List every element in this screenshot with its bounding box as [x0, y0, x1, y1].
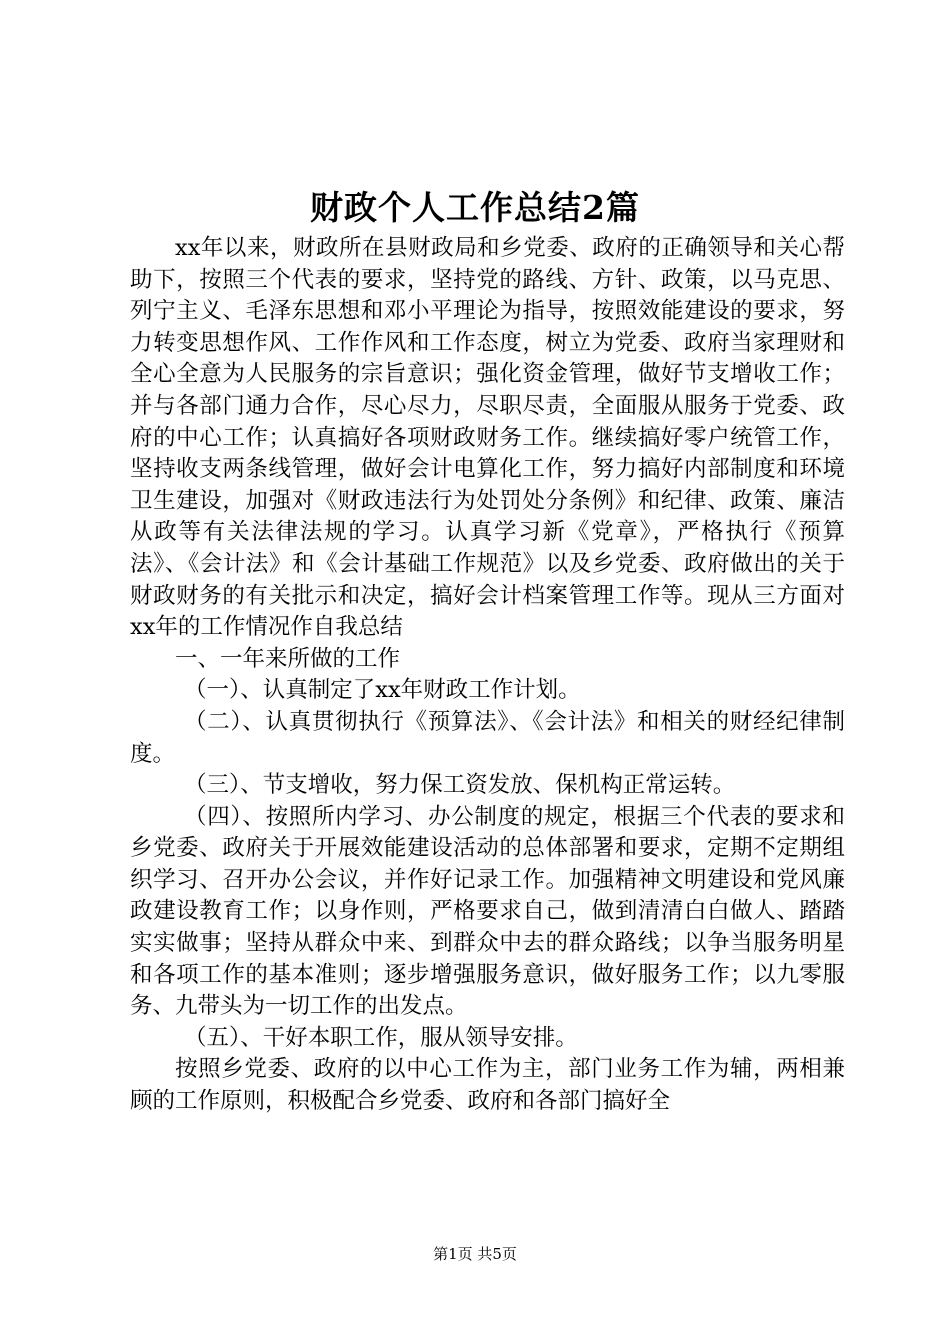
document-title: 财政个人工作总结2篇 [310, 188, 640, 227]
page-footer: 第1页 共5页 [433, 1245, 517, 1263]
item-2: （二）、认真贯彻执行《预算法》、《会计法》和相关的财经纪律制度。 [130, 708, 845, 767]
item-5: （五）、干好本职工作，服从领导安排。 [184, 1024, 578, 1051]
item-4: （四）、按照所内学习、办公制度的规定，根据三个代表的要求和乡党委、政府关于开展效能建设活动的总体部署和要求，定期不定期组织学习、召开办公会议，并作好记录工作。加强精神文明建设和党风廉政建设教育工作；以身作则，严格要求自己，做到清清白白做人、踏踏实实做事；坚持从群众中来、到群众中去的群众路线；以争当服务明星和各项工作的基本准则；逐步增强服务意识，做好服务工作；以九零服务、九带头为一切工作的出发点。 [130, 803, 845, 1020]
paragraph-intro: xx年以来，财政所在县财政局和乡党委、政府的正确领导和关心帮助下，按照三个代表的要求，坚持党的路线、方针、政策，以马克思、列宁主义、毛泽东思想和邓小平理论为指导，按照效能建设的要求，努力转变思想作风、工作作风和工作态度，树立为党委、政府当家理财和全心全意为人民服务的宗旨意识；强化资金管理，做好节支增收工作；并与各部门通力合作，尽心尽力，尽职尽责，全面服从服务于党委、政府的中心工作；认真搞好各项财政财务工作。继续搞好零户统管工作，坚持收支两条线管理，做好会计电算化工作，努力搞好内部制度和环境卫生建设，加强对《财政违法行为处罚处分条例》和纪律、政策、廉洁从政等有关法律法规的学习。认真学习新《党章》，严格执行《预算法》、《会计法》和《会计基础工作规范》以及乡党委、政府做出的关于财政财务的有关批示和决定，搞好会计档案管理工作等。现从三方面对xx年的工作情况作自我总结 [130, 235, 845, 641]
item-1: （一）、认真制定了xx年财政工作计划。 [184, 677, 581, 704]
section-heading-1: 一、一年来所做的工作 [175, 645, 401, 672]
item-3: （三）、节支增收，努力保工资发放、保机构正常运转。 [184, 772, 736, 799]
document-body [130, 233, 845, 1118]
paragraph-continuation: 按照乡党委、政府的以中心工作为主，部门业务工作为辅，两相兼顾的工作原则，积极配合乡党委、政府和各部门搞好全 [130, 1056, 845, 1115]
